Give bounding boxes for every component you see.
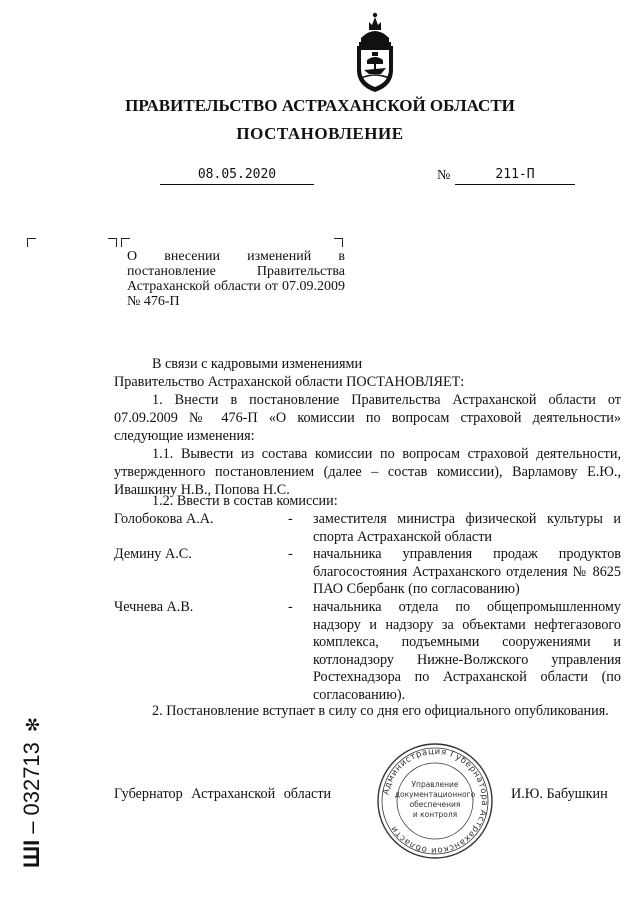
number-sign: № <box>437 168 451 183</box>
blank-serial-number <box>6 700 46 870</box>
member-position: начальника управления продаж продуктов благосостояния Астраханского отделения № 8625 ПАО Сбербанк (по согласованию) <box>313 546 621 597</box>
corner-mark-subject-right <box>334 238 343 247</box>
member-position: заместителя министра физической культуры и спорта Астраханской области <box>313 511 621 545</box>
document-date: 08.05.2020 <box>160 167 314 185</box>
intro-line-1: В связи с кадровыми изменениями <box>152 356 363 372</box>
item-2: 2. Постановление вступает в силу со дня его официального опубликования. <box>152 703 609 719</box>
svg-text:документационного: документационного <box>394 790 476 799</box>
item-1-2: 1.2. Ввести в состав комиссии: <box>152 493 338 509</box>
member-name: Голобокова А.А. <box>114 511 214 527</box>
member-position: начальника отдела по общепромышленному надзору и надзору за объектами нефтегазового комплекса, подъемными сооружениями и котлонадзору Нижне-Волжского управления Ростехнадзора по Астраханской области (по согласованию). <box>313 599 621 703</box>
svg-text:ШI–032713✻ <box>19 717 44 868</box>
intro-line-2: Правительство Астраханской области ПОСТАНОВЛЯЕТ: <box>114 374 465 390</box>
member-name: Демину А.С. <box>114 546 192 562</box>
member-dash: - <box>288 599 293 615</box>
member-name: Чечнева А.В. <box>114 599 194 615</box>
member-dash: - <box>288 511 293 527</box>
official-seal-stamp <box>375 741 495 861</box>
serial-number: 032713 <box>19 742 44 816</box>
corner-mark-left <box>27 238 36 247</box>
corner-mark-subject-left-2 <box>121 238 130 247</box>
svg-text:Администрация Губернатора Астр: Администрация Губернатора Астраханской области <box>381 746 490 856</box>
serial-mark: ✻ <box>23 717 43 733</box>
document-number: 211-П <box>455 167 575 185</box>
item-1-1: 1.1. Вывести из состава комиссии по вопросам страховой деятельности, утвержденного постановлением (далее – состав комиссии), Варламову Е.Ю., Ивашкину Н.В., Попова Н.С. <box>114 446 621 498</box>
svg-text:и контроля: и контроля <box>412 810 458 819</box>
document-type-title: ПОСТАНОВЛЕНИЕ <box>236 124 404 143</box>
svg-text:обеспечения: обеспечения <box>409 800 461 809</box>
document-subject: О внесении изменений в постановление Правительства Астраханской области от 07.09.2009 № 476-П <box>127 249 345 309</box>
coat-of-arms-emblem <box>351 8 399 94</box>
organization-title: ПРАВИТЕЛЬСТВО АСТРАХАНСКОЙ ОБЛАСТИ <box>125 96 515 115</box>
corner-mark-subject-left <box>108 238 117 247</box>
signatory-title: Губернатор Астраханской области <box>114 786 332 802</box>
serial-series: ШI <box>19 839 44 868</box>
item-1: 1. Внести в постановление Правительства Астраханской области от 07.09.2009 № 476-П «О комиссии по вопросам страховой деятельности» следующие изменения: <box>114 392 621 444</box>
serial-dash: – <box>19 821 44 834</box>
signatory-name: И.Ю. Бабушкин <box>511 786 608 802</box>
member-dash: - <box>288 546 293 562</box>
svg-text:Управление: Управление <box>411 780 459 789</box>
